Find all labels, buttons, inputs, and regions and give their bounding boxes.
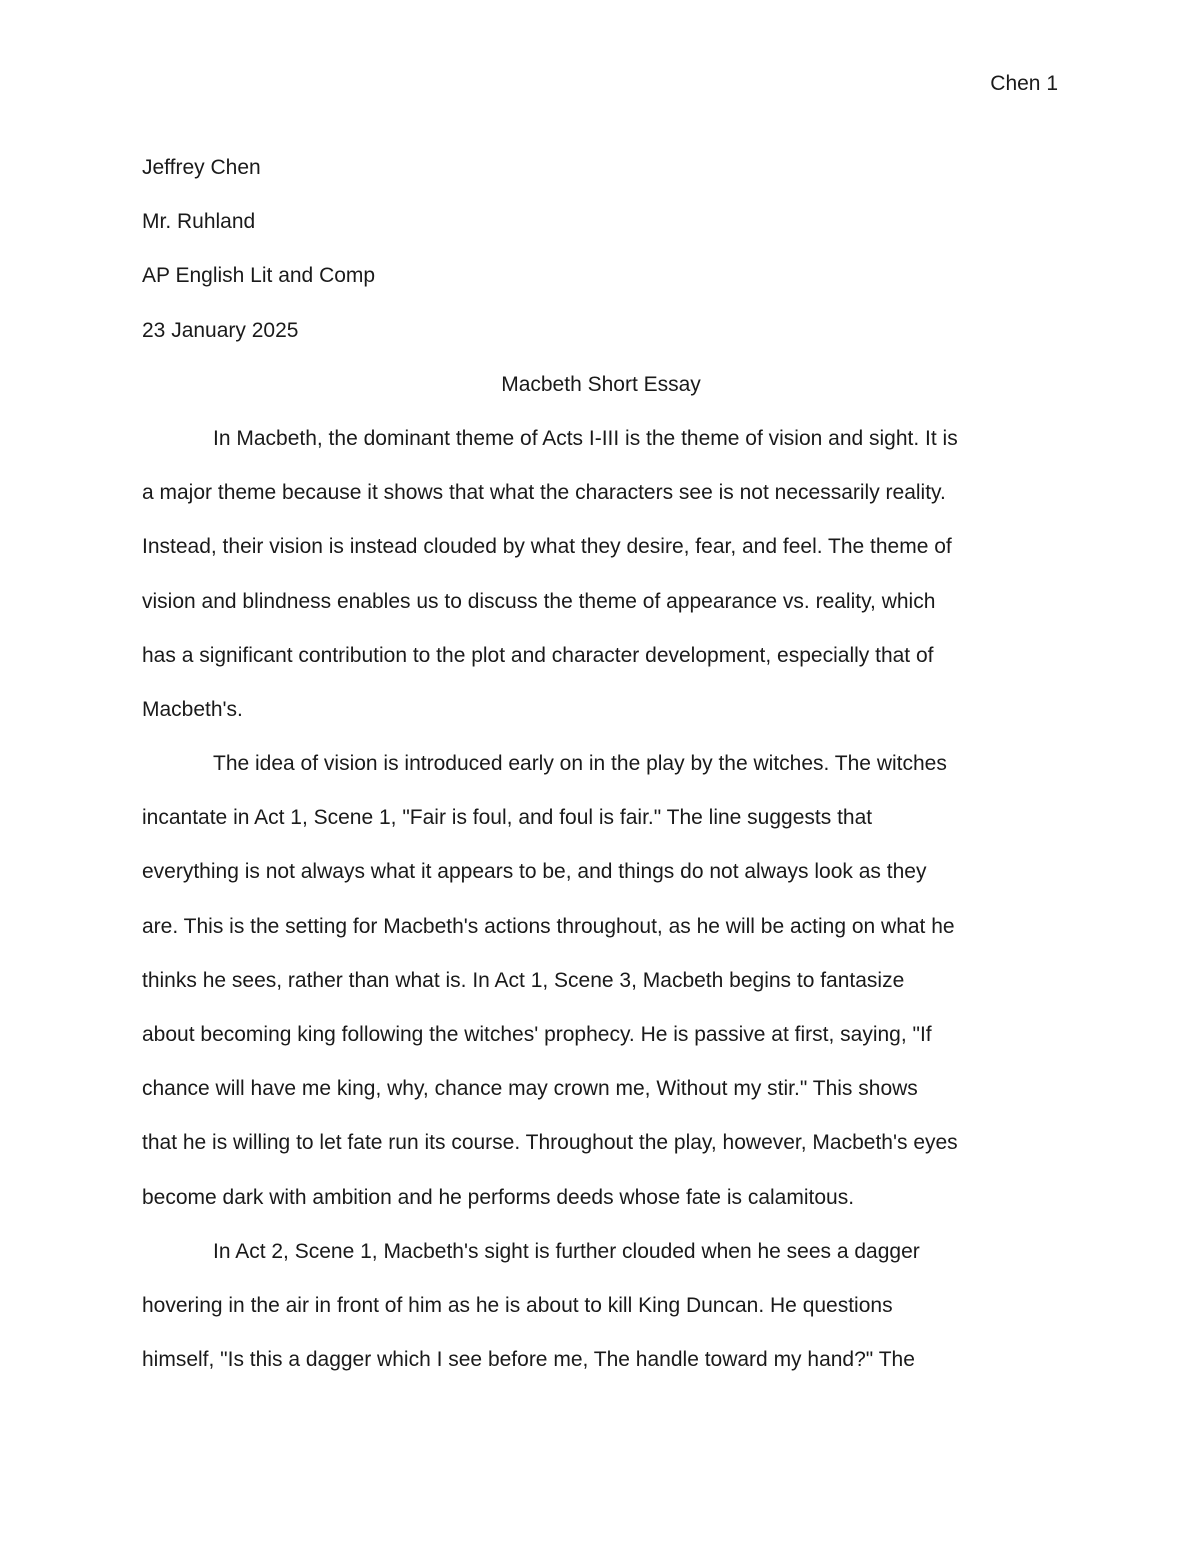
essay-date: 23 January 2025 (142, 318, 299, 342)
paragraph-line: Instead, their vision is instead clouded by what they desire, fear, and feel. The theme of (142, 535, 952, 559)
paragraph-line: everything is not always what it appears to be, and things do not always look as they (142, 860, 927, 884)
paragraph-line: chance will have me king, why, chance may crown me, Without my stir." This shows (142, 1077, 918, 1101)
paragraph-line: himself, "Is this a dagger which I see before me, The handle toward my hand?" The (142, 1348, 915, 1372)
paragraph-line: incantate in Act 1, Scene 1, "Fair is foul, and foul is fair." The line suggests that (142, 806, 873, 830)
essay-content (142, 141, 1060, 1387)
paragraph-line: In Act 2, Scene 1, Macbeth's sight is further clouded when he sees a dagger (213, 1239, 920, 1263)
page-header: Chen 1 (990, 72, 1058, 95)
essay-title: Macbeth Short Essay (501, 372, 701, 396)
paragraph-line: vision and blindness enables us to discuss the theme of appearance vs. reality, which (142, 589, 936, 613)
paragraph-line: become dark with ambition and he performs deeds whose fate is calamitous. (142, 1185, 855, 1209)
instructor-name: Mr. Ruhland (142, 210, 256, 234)
paragraph-line: that he is willing to let fate run its course. Throughout the play, however, Macbeth's eyes (142, 1131, 958, 1155)
paragraph-line: thinks he sees, rather than what is. In Act 1, Scene 3, Macbeth begins to fantasize (142, 968, 905, 992)
paragraph-line: hovering in the air in front of him as he is about to kill King Duncan. He questions (142, 1293, 893, 1317)
paragraph-line: a major theme because it shows that what the characters see is not necessarily reality. (142, 481, 946, 505)
paragraph-line: about becoming king following the witches' prophecy. He is passive at first, saying, "If (142, 1023, 932, 1046)
author-name: Jeffrey Chen (142, 156, 261, 179)
paragraph-line: has a significant contribution to the plot and character development, especially that of (142, 643, 934, 667)
paragraph-line: are. This is the setting for Macbeth's actions throughout, as he will be acting on what he (142, 914, 955, 938)
paragraph-line: Macbeth's. (142, 697, 243, 721)
paragraph-line: In Macbeth, the dominant theme of Acts I-III is the theme of vision and sight. It is (213, 426, 958, 450)
course-name: AP English Lit and Comp (142, 264, 376, 288)
paragraph-line: The idea of vision is introduced early on in the play by the witches. The witches (213, 752, 947, 776)
